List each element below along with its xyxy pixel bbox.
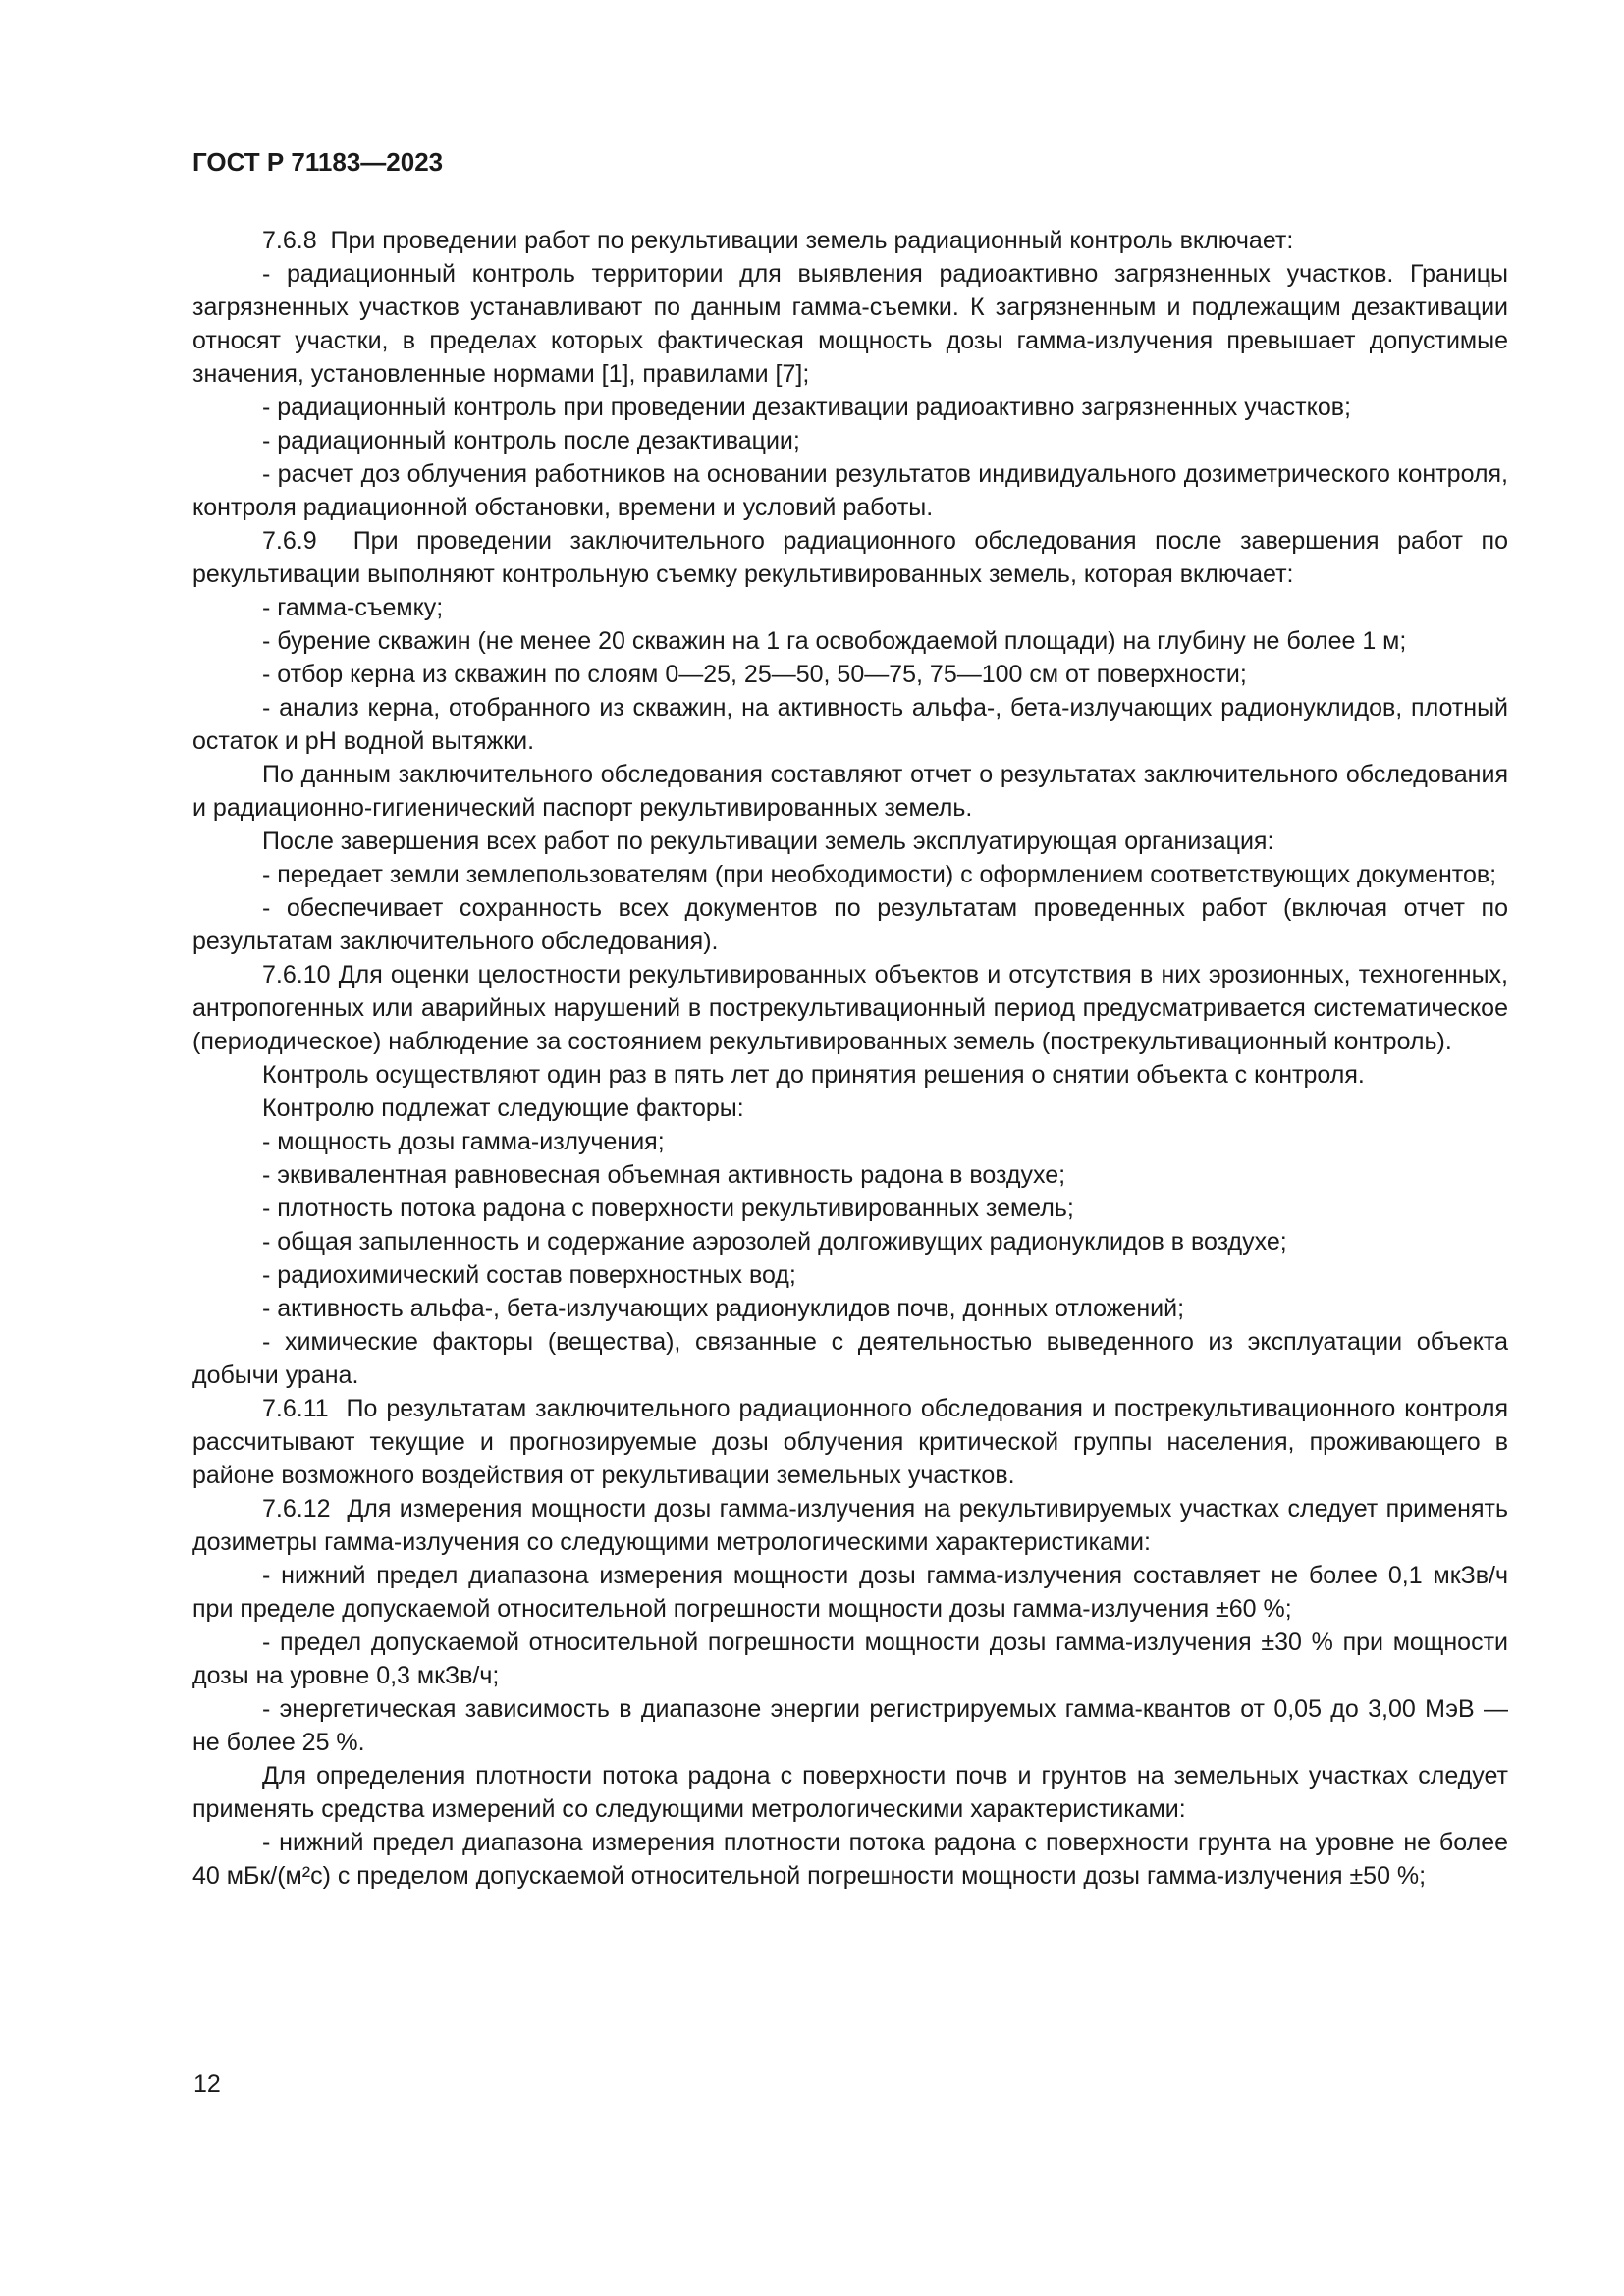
para-radon-flux-measurement-intro: Для определения плотности потока радона с поверхности почв и грунтов на земельных участках следует применять средства измерений со следующими метрологическими характеристиками:	[192, 1762, 1508, 1823]
bullet-gamma-survey: - гамма-съемку;	[262, 594, 444, 621]
bullet-lower-limit-gamma: - нижний предел диапазона измерения мощности дозы гамма-излучения составляет не более 0,1 мкЗв/ч при пределе допускаемой относительной погрешности мощности дозы гамма-излучения ±60 %;	[192, 1562, 1508, 1623]
bullet-radon-flux-density: - плотность потока радона с поверхности рекультивированных земель;	[262, 1195, 1074, 1222]
clause-7-6-11: 7.6.11 По результатам заключительного радиационного обследования и пострекультивационного контроля рассчитывают текущие и прогнозируемые дозы облучения критической группы населения, проживающего в районе возможного воздействия от рекультивации земельных участков.	[192, 1395, 1508, 1489]
bullet-core-analysis: - анализ керна, отобранного из скважин, на активность альфа-, бета-излучающих радионуклидов, плотный остаток и pH водной вытяжки.	[192, 694, 1508, 755]
bullet-transfer-lands: - передает земли землепользователям (при необходимости) с оформлением соответствующих документов;	[262, 861, 1497, 888]
bullet-drilling-wells: - бурение скважин (не менее 20 скважин на 1 га освобождаемой площади) на глубину не более 1 м;	[262, 627, 1407, 655]
para-control-factors-intro: Контролю подлежат следующие факторы:	[262, 1095, 744, 1122]
para-after-completion: После завершения всех работ по рекультивации земель эксплуатирующая организация:	[262, 828, 1274, 855]
bullet-core-sampling-layers: - отбор керна из скважин по слоям 0—25, 25—50, 50—75, 75—100 см от поверхности;	[262, 661, 1247, 688]
bullet-error-limit-gamma: - предел допускаемой относительной погрешности мощности дозы гамма-излучения ±30 % при мощности дозы на уровне 0,3 мкЗв/ч;	[192, 1629, 1508, 1689]
clause-7-6-8: 7.6.8 При проведении работ по рекультивации земель радиационный контроль включает:	[262, 227, 1294, 254]
bullet-energy-dependence: - энергетическая зависимость в диапазоне энергии регистрируемых гамма-квантов от 0,05 до 3,00 МэВ — не более 25 %.	[192, 1695, 1508, 1756]
bullet-lower-limit-radon-flux: - нижний предел диапазона измерения плотности потока радона с поверхности грунта на уровне не более 40 мБк/(м²с) с пределом допускаемой относительной погрешности мощности дозы гамма-излучения ±50 %;	[192, 1829, 1508, 1890]
para-control-frequency: Контроль осуществляют один раз в пять лет до принятия решения о снятии объекта с контроля.	[262, 1061, 1365, 1089]
bullet-radon-equilibrium-activity: - эквивалентная равновесная объемная активность радона в воздухе;	[262, 1161, 1066, 1189]
bullet-radiation-control-after: - радиационный контроль после дезактивации;	[262, 427, 800, 454]
document-body	[192, 224, 1508, 1893]
page-number: 12	[193, 2070, 221, 2098]
bullet-document-safekeeping: - обеспечивает сохранность всех документов по результатам проведенных работ (включая отчет по результатам заключительного обследования).	[192, 894, 1508, 955]
clause-7-6-9: 7.6.9 При проведении заключительного радиационного обследования после завершения работ по рекультивации выполняют контрольную съемку рекультивированных земель, которая включает:	[192, 527, 1508, 588]
bullet-radiation-control-deactivation: - радиационный контроль при проведении дезактивации радиоактивно загрязненных участков;	[262, 394, 1351, 421]
para-final-survey-report: По данным заключительного обследования составляют отчет о результатах заключительного обследования и радиационно-гигиенический паспорт рекультивированных земель.	[192, 761, 1508, 822]
clause-7-6-10: 7.6.10 Для оценки целостности рекультивированных объектов и отсутствия в них эрозионных, техногенных, антропогенных или аварийных нарушений в пострекультивационный период предусматривается систематическое (периодическое) наблюдение за состоянием рекультивированных земель (пострекультивационный контроль).	[192, 961, 1508, 1055]
bullet-chemical-factors: - химические факторы (вещества), связанные с деятельностью выведенного из эксплуатации объекта добычи урана.	[192, 1328, 1508, 1389]
bullet-radiochemical-composition: - радиохимический состав поверхностных вод;	[262, 1261, 796, 1289]
gost-standard-header: ГОСТ Р 71183—2023	[192, 147, 444, 177]
bullet-dose-calculation: - расчет доз облучения работников на основании результатов индивидуального дозиметрического контроля, контроля радиационной обстановки, времени и условий работы.	[192, 460, 1508, 521]
clause-7-6-12: 7.6.12 Для измерения мощности дозы гамма-излучения на рекультивируемых участках следует применять дозиметры гамма-излучения со следующими метрологическими характеристиками:	[192, 1495, 1508, 1556]
bullet-radiation-control-territory: - радиационный контроль территории для выявления радиоактивно загрязненных участков. Границы загрязненных участков устанавливают по данным гамма-съемки. К загрязненным и подлежащим дезактивации относят участки, в пределах которых фактическая мощность дозы гамма-излучения превышает допустимые значения, установленные нормами [1], правилами [7];	[192, 260, 1508, 388]
bullet-gamma-dose-rate: - мощность дозы гамма-излучения;	[262, 1128, 665, 1155]
bullet-dust-aerosols: - общая запыленность и содержание аэрозолей долгоживущих радионуклидов в воздухе;	[262, 1228, 1287, 1255]
bullet-alpha-beta-activity: - активность альфа-, бета-излучающих радионуклидов почв, донных отложений;	[262, 1295, 1185, 1322]
